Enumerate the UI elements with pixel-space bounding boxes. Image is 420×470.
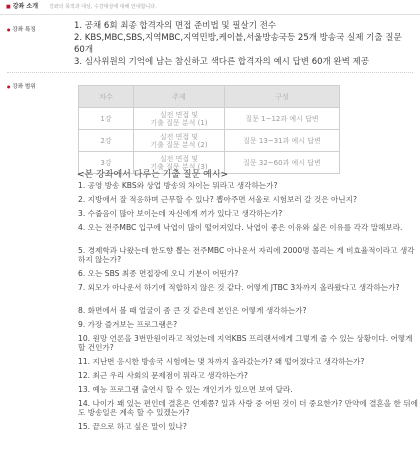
lecture-number: 1강: [79, 108, 134, 130]
lecture-table: [78, 85, 340, 174]
list-item: 6. 오는 SBS 최종 면접장에 오니 기분이 어떤가?: [78, 269, 239, 278]
col-header-topic: 주제: [134, 86, 225, 108]
col-header-content: 구성: [225, 86, 340, 108]
lecture-content: 질문 1~12과 예시 답변: [225, 108, 340, 130]
list-item: 4. 오는 전주MBC 입구에 낙엽이 많이 떨어져있다. 낙엽이 좋은 이유와 싫은 이유를 각각 말해보라.: [78, 223, 403, 232]
section-tab-bar: [0, 0, 420, 15]
list-item: 7. 외모가 아나운서 하기에 적합하지 않은 것 같다. 어떻게 JTBC 3차까지 올라왔다고 생각하는가?: [78, 283, 400, 292]
list-item: 14. 나이가 꽤 있는 편인데 결혼은 언제쯤? 일과 사랑 중 어떤 것이 더 중요한가? 만약에 결혼을 한 뒤에도 방송일은 계속 할 수 있겠는가?: [78, 399, 418, 418]
feature-item: 1. 공채 6회 최종 합격자의 면접 준비법 및 필살기 전수: [74, 21, 277, 31]
questions-list: [78, 181, 418, 436]
list-item: 2. 지방에서 잘 적응하며 근무할 수 있나? 뽑아주면 서울로 시험보러 갈 것은 아닌지?: [78, 195, 358, 204]
tab-title-text: 강좌 소개: [12, 3, 39, 10]
lecture-number: 3강: [79, 152, 134, 174]
tab-subtitle: 강좌의 목적과 대상, 수강대상에 대해 안내합니다.: [49, 4, 157, 10]
lecture-content: 질문 32~60과 예시 답변: [225, 152, 340, 174]
list-item: 13. 예능 프로그램 출연시 할 수 있는 개인기가 있으면 보여 달라.: [78, 385, 293, 394]
feature-item: 3. 심사위원의 기억에 남는 참신하고 색다른 합격자의 예시 답변 60개 완벽 제공: [74, 57, 369, 67]
lecture-topic: [134, 130, 225, 152]
lecture-topic-line: 실전 면접 및: [159, 154, 199, 163]
list-item: 11. 지난번 응시한 방송국 시험에는 몇 차까지 올라갔는가? 왜 떨어졌다고 생각하는가?: [78, 357, 365, 366]
section-divider: [7, 72, 413, 73]
bullet-icon: ■: [6, 4, 11, 10]
lecture-topic-line: 실전 면접 및: [159, 132, 199, 141]
features-label-text: 강좌 특징: [12, 27, 36, 33]
list-item: 9. 가장 즐겨보는 프로그램은?: [78, 320, 178, 329]
features-list: [74, 20, 414, 68]
list-item: 15. 끝으로 하고 싶은 말이 있나?: [78, 422, 187, 431]
plan-label: [7, 82, 36, 90]
lecture-topic-line: 실전 면접 및: [159, 110, 199, 119]
features-label: [7, 25, 36, 33]
tab-title: [6, 1, 38, 13]
bullet-icon: ●: [7, 84, 11, 89]
table-header-row: [79, 86, 340, 108]
list-item: 3. 수줍음이 많아 보이는데 자신에게 끼가 있다고 생각하는가?: [78, 209, 283, 218]
list-item: 12. 최근 우리 사회의 문제점이 뭐라고 생각하는가?: [78, 371, 248, 380]
lecture-topic: [134, 108, 225, 130]
list-item: 10. 원망 언론을 3번만원이라고 적었는데 지역KBS 프리랜서에게 그렇게 줄 수 있는 상황이다. 어떻게 할 건인가?: [78, 334, 413, 353]
table-row: [79, 130, 340, 152]
list-item: 8. 화면에서 볼 때 얼굴이 좀 큰 것 같은데 본인은 어떻게 생각하는가?: [78, 306, 307, 315]
feature-item: 2. KBS,MBC,SBS,지역MBC,지역민방,케이블,서울방송국등 25개 방송국 실제 기출 질문 60개: [74, 33, 402, 55]
col-header-number: 차수: [79, 86, 134, 108]
plan-label-text: 강좌 범위: [12, 84, 36, 90]
bullet-icon: ●: [7, 27, 11, 32]
lecture-topic-line: 기출 질문 분석 (3): [150, 162, 208, 171]
lecture-content: 질문 13~31과 예시 답변: [225, 130, 340, 152]
lecture-topic-line: 기출 질문 분석 (1): [150, 118, 208, 127]
list-item: 5. 경제학과 나왔는데 한도향 뽑는 전주MBC 아나운서 자리에 2000명 몰리는 게 비효율적이라고 생각하지 않는가?: [78, 246, 415, 265]
lecture-number: 2강: [79, 130, 134, 152]
table-row: [79, 108, 340, 130]
questions-heading: <본 강좌에서 다루는 기출 질문 예시>: [77, 170, 229, 180]
lecture-topic-line: 기출 질문 분석 (2): [150, 140, 208, 149]
list-item: 1. 공영 방송 KBS와 상업 방송의 차이는 뭐라고 생각하는가?: [78, 181, 278, 190]
